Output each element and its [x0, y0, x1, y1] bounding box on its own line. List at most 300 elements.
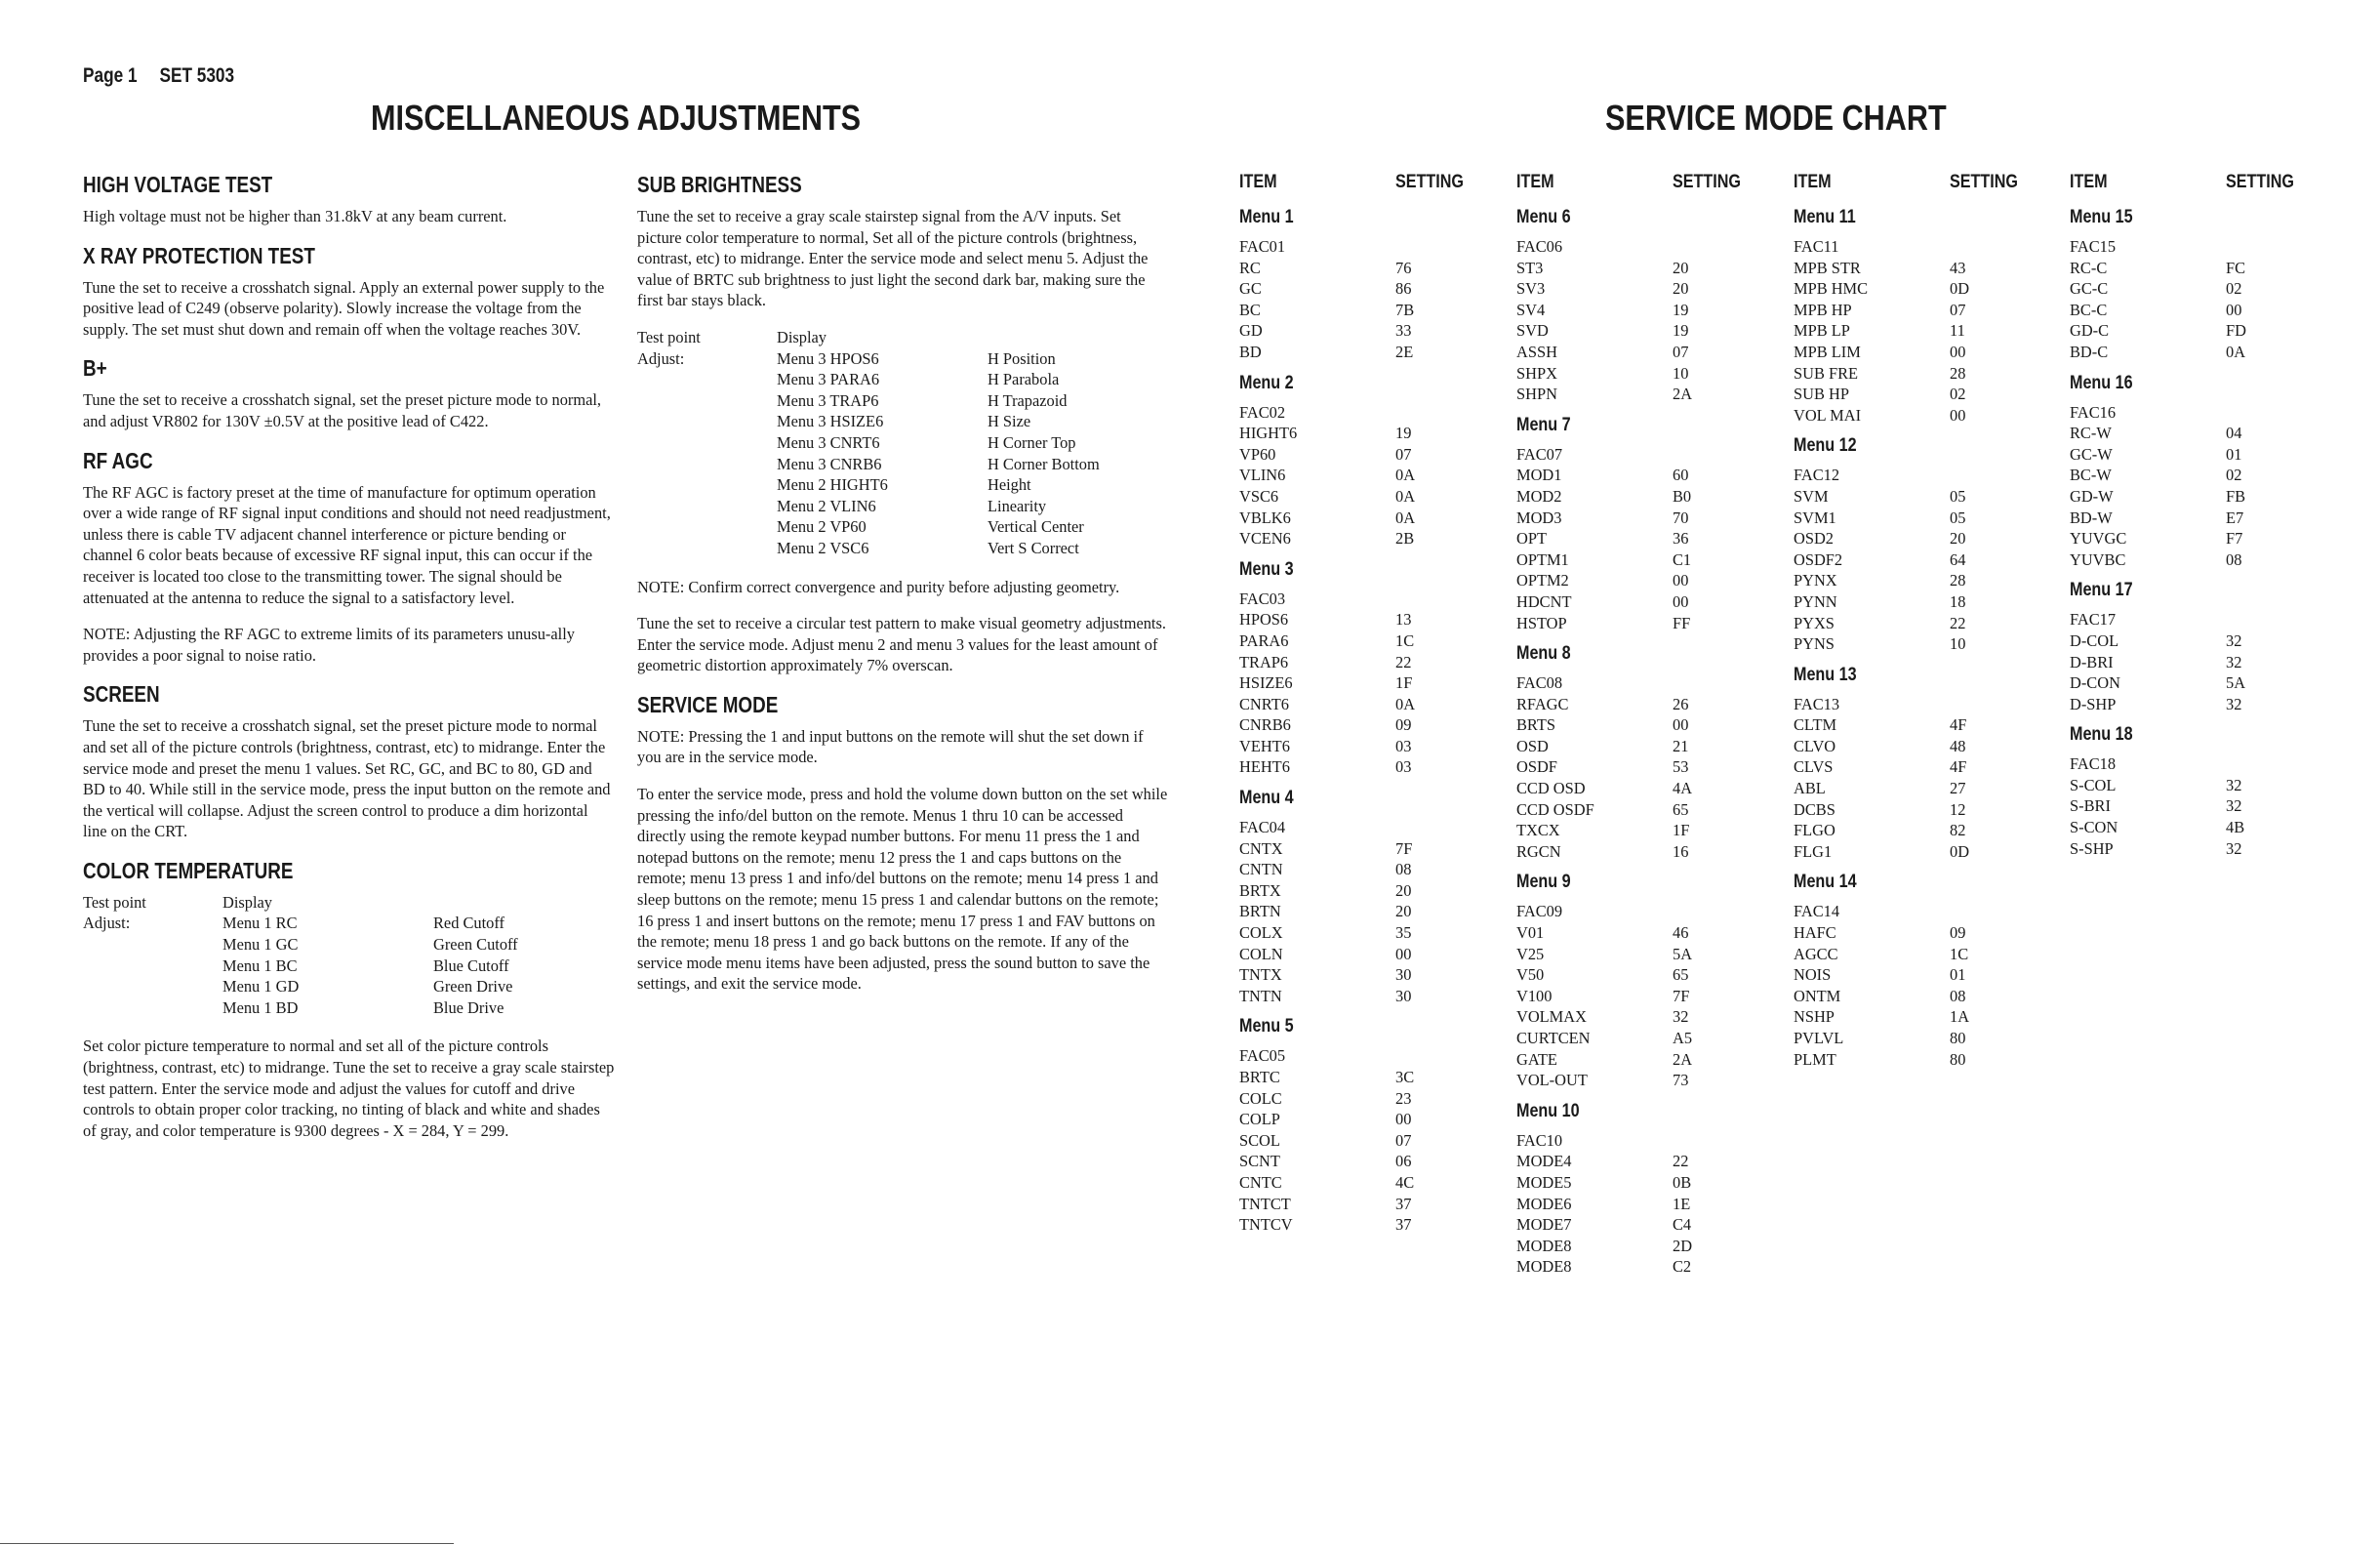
menu-item-name: NOIS — [1794, 965, 1832, 985]
menu-row — [1794, 1049, 2037, 1071]
service-chart-column-1 — [1239, 168, 1483, 1243]
menu-item-name: V01 — [1516, 923, 1545, 943]
menu-item-setting: 5A — [1673, 944, 1693, 963]
menu-item-name: OSDF — [1516, 757, 1557, 777]
menu-item-setting: 21 — [1673, 736, 1689, 755]
menu-row — [1794, 384, 2037, 405]
menu-item-name: GD-W — [2070, 486, 2114, 506]
adjust-menu: Menu 1 RC — [222, 914, 298, 933]
menu-row — [1239, 652, 1483, 673]
menu-item-setting: 37 — [1395, 1194, 1412, 1213]
menu-row — [1794, 236, 2037, 258]
menu-item-name: ABL — [1794, 779, 1826, 798]
menu-item-setting: 00 — [2226, 300, 2242, 319]
menu-item-setting: 35 — [1395, 923, 1412, 943]
menu-item-name: MOD1 — [1516, 466, 1562, 485]
menu-item-name: HIGHT6 — [1239, 424, 1298, 443]
menu-row — [1239, 838, 1483, 860]
section-title-service-mode: SERVICE MODE — [637, 691, 779, 717]
menu-row — [1239, 964, 1483, 986]
screen-text: Tune the set to receive a crosshatch signal, set the preset picture mode to normal and set all of the picture controls (brightness, contrast, etc) to midrange. Enter the service mode and preset the menu 1 values. Set RC, GC, and BC to 80, GD and BD to 40. While still in the service mode, press the input button on the remote and the vertical will collapse. Adjust the screen control to produce a dim horizontal line on the CRT. — [83, 716, 611, 841]
menu-item-name: BRTX — [1239, 880, 1281, 900]
menu-item-setting: 32 — [2226, 694, 2242, 713]
menu-row — [1239, 609, 1483, 630]
menu-item-setting: 20 — [1673, 279, 1689, 299]
menu-item-setting: 76 — [1395, 258, 1412, 277]
menu-item-name: FLG1 — [1794, 841, 1833, 861]
menu-row — [2070, 258, 2314, 279]
menu-item-setting: C1 — [1673, 549, 1692, 569]
menu-title: Menu 1 — [1239, 207, 1294, 227]
menu-item-name: GC — [1239, 279, 1262, 299]
menu-item-setting: 32 — [2226, 630, 2242, 650]
adjust-menu: Menu 2 VSC6 — [777, 538, 869, 557]
menu-row — [1239, 486, 1483, 508]
menu-row — [1794, 613, 2037, 634]
menu-block — [2070, 580, 2314, 714]
section-title-xray: X RAY PROTECTION TEST — [83, 242, 315, 268]
menu-row — [1516, 841, 1760, 863]
menu-row — [1239, 320, 1483, 342]
adjust-desc: H Parabola — [988, 370, 1060, 389]
menu-item-name: PYXS — [1794, 613, 1835, 632]
menu-row — [1794, 986, 2037, 1007]
menu-row — [1516, 799, 1760, 821]
menu-block — [1516, 207, 1760, 405]
menu-item-setting: 0D — [1950, 279, 1970, 299]
menu-item-setting: 20 — [1950, 529, 1966, 549]
menu-item-setting: 00 — [1673, 571, 1689, 590]
menu-item-name: D-BRI — [2070, 652, 2114, 671]
menu-block — [1239, 207, 1483, 363]
menu-row — [1794, 405, 2037, 427]
menu-item-setting: 1F — [1395, 673, 1413, 693]
menu-item-setting: B0 — [1673, 486, 1692, 506]
menu-row — [1516, 944, 1760, 965]
color-temp-adjust-table — [83, 892, 518, 1019]
menu-item-name: SVD — [1516, 321, 1549, 341]
menu-row — [1239, 630, 1483, 652]
section-title-color-temperature: COLOR TEMPERATURE — [83, 857, 294, 883]
menu-title: Menu 7 — [1516, 414, 1571, 435]
menu-row — [1239, 278, 1483, 300]
menu-item-name: OSDF2 — [1794, 549, 1843, 569]
sub-brightness-text: Tune the set to receive a gray scale stairstep signal from the A/V inputs. Set picture color temperature to normal, Set all of the picture controls (brightness, contrast, etc) to midrange. Enter the service mode and select menu 5. Adjust the value of BRTC sub brightness to just light the second dark bar, making sure the first bar stays black. — [637, 207, 1149, 310]
display-label: Display — [222, 892, 272, 912]
menu-row — [2070, 508, 2314, 529]
menu-item-setting: 1A — [1950, 1007, 1970, 1027]
menu-row — [1239, 444, 1483, 466]
menu-item-setting: 22 — [1395, 652, 1412, 671]
menu-item-name: SUB HP — [1794, 385, 1849, 404]
menu-item-setting: 0D — [1950, 841, 1970, 861]
menu-item-setting: 1C — [1950, 944, 1969, 963]
menu-item-name: FAC07 — [1516, 444, 1563, 464]
menu-row — [1516, 1130, 1760, 1152]
adjust-label: Adjust: — [637, 348, 685, 368]
menu-item-setting: 13 — [1395, 610, 1412, 630]
menu-item-name: FAC16 — [2070, 402, 2117, 422]
menu-item-setting: 08 — [1950, 986, 1966, 1005]
menu-item-name: HSTOP — [1516, 613, 1567, 632]
menu-item-setting: 7B — [1395, 300, 1415, 319]
menu-row — [1516, 613, 1760, 634]
menu-title: Menu 13 — [1794, 664, 1857, 685]
menu-item-name: GD — [1239, 321, 1263, 341]
menu-block — [1239, 788, 1483, 1006]
menu-row — [1239, 714, 1483, 736]
menu-row — [2070, 775, 2314, 796]
menu-item-name: BRTS — [1516, 715, 1556, 735]
menu-title: Menu 9 — [1516, 872, 1571, 893]
adjust-menu: Menu 3 CNRT6 — [777, 432, 880, 452]
menu-row — [1516, 1172, 1760, 1194]
menu-item-name: RC-C — [2070, 258, 2108, 277]
menu-item-setting: 0A — [1395, 508, 1416, 527]
menu-item-setting: 07 — [1673, 342, 1689, 361]
menu-row — [1239, 589, 1483, 610]
menu-item-name: OPTM1 — [1516, 549, 1569, 569]
menu-item-name: MOD3 — [1516, 508, 1562, 527]
menu-row — [1239, 756, 1483, 778]
menu-item-name: VBLK6 — [1239, 508, 1291, 527]
menu-row — [1239, 859, 1483, 880]
menu-item-name: COLN — [1239, 944, 1283, 963]
menu-row — [1239, 258, 1483, 279]
menu-item-name: TNTX — [1239, 965, 1282, 985]
menu-block — [1794, 872, 2037, 1070]
menu-row — [1794, 799, 2037, 821]
menu-item-name: MODE5 — [1516, 1172, 1572, 1192]
menu-item-name: COLC — [1239, 1088, 1282, 1108]
adjust-menu: Menu 3 CNRB6 — [777, 454, 882, 473]
menu-item-name: FAC15 — [2070, 237, 2117, 256]
menu-item-name: CNTX — [1239, 838, 1283, 858]
menu-item-name: HSIZE6 — [1239, 673, 1293, 693]
menu-row — [1794, 964, 2037, 986]
menu-item-setting: 82 — [1950, 821, 1966, 840]
menu-item-name: GC-C — [2070, 279, 2109, 299]
menu-row — [2070, 465, 2314, 486]
menu-item-setting: 80 — [1950, 1029, 1966, 1047]
menu-row — [1239, 1172, 1483, 1194]
menu-item-name: CCD OSD — [1516, 779, 1586, 798]
misc-column-right — [637, 168, 1169, 1010]
menu-title: Menu 14 — [1794, 872, 1857, 893]
menu-item-name: SV3 — [1516, 279, 1546, 299]
menu-item-name: PVLVL — [1794, 1029, 1844, 1047]
menu-item-name: PYNS — [1794, 634, 1835, 654]
menu-item-setting: 00 — [1395, 944, 1412, 963]
menu-item-name: ASSH — [1516, 342, 1557, 361]
menu-item-name: ST3 — [1516, 258, 1544, 277]
rf-agc-text: The RF AGC is factory preset at the time of manufacture for optimum operation over a wide range of RF signal input conditions and should not need readjustment, unless there is cable TV adjacent channel interference or picture bending or channel 6 color beats because of excessive RF signal input, this can occur if the receiver is located too close to the transmitting tower. The signal should be attenuated at the antenna to reduce the signal to a satisfactory level. — [83, 482, 611, 607]
menu-item-name: GD-C — [2070, 321, 2110, 341]
menu-row — [1516, 342, 1760, 363]
menu-row — [1516, 528, 1760, 549]
adjust-desc: Blue Drive — [433, 997, 504, 1017]
menu-row — [1239, 465, 1483, 486]
menu-item-name: CLVS — [1794, 757, 1834, 777]
menu-item-setting: 2A — [1673, 1049, 1693, 1069]
menu-row — [1516, 320, 1760, 342]
menu-item-setting: 06 — [1395, 1152, 1412, 1171]
menu-item-setting: 36 — [1673, 529, 1689, 549]
menu-item-setting: 64 — [1950, 549, 1966, 569]
menu-item-setting: 32 — [2226, 796, 2242, 816]
menu-item-setting: 1C — [1395, 630, 1415, 650]
menu-row — [1516, 384, 1760, 405]
service-chart-column-3 — [1794, 168, 2037, 1077]
menu-item-name: TNTCV — [1239, 1215, 1293, 1235]
menu-row — [1239, 508, 1483, 529]
menu-row — [1516, 549, 1760, 571]
menu-row — [1794, 465, 2037, 486]
menu-item-name: D-SHP — [2070, 694, 2117, 713]
menu-item-name: CURTCEN — [1516, 1029, 1591, 1047]
page-header — [83, 64, 234, 88]
menu-row — [1516, 1028, 1760, 1049]
menu-row — [1516, 964, 1760, 986]
menu-item-setting: 26 — [1673, 694, 1689, 713]
menu-item-setting: 19 — [1673, 300, 1689, 319]
menu-block — [1516, 643, 1760, 862]
menu-row — [1794, 756, 2037, 778]
menu-row — [1794, 363, 2037, 385]
adjust-desc: H Position — [988, 348, 1056, 368]
menu-row — [1516, 1070, 1760, 1091]
menu-row — [1239, 880, 1483, 902]
menu-item-setting: 02 — [2226, 279, 2242, 299]
menu-row — [1239, 672, 1483, 694]
menu-item-setting: 05 — [1950, 486, 1966, 506]
menu-item-setting: 32 — [2226, 775, 2242, 794]
menu-row — [1516, 486, 1760, 508]
menu-item-name: MODE8 — [1516, 1236, 1572, 1255]
adjust-menu: Menu 1 BD — [222, 997, 299, 1017]
menu-row — [1239, 1109, 1483, 1130]
menu-item-setting: 03 — [1395, 757, 1412, 777]
test-point-label: Test point — [83, 892, 146, 912]
setting-header: SETTING — [1673, 172, 1741, 192]
menu-item-setting: 28 — [1950, 571, 1966, 590]
rf-agc-note: NOTE: Adjusting the RF AGC to extreme limits of its parameters unusu-ally provides a poor signal to noise ratio. — [83, 625, 575, 665]
menu-item-setting: 33 — [1395, 321, 1412, 341]
menu-row — [1516, 922, 1760, 944]
menu-item-name: D-CON — [2070, 673, 2120, 693]
menu-item-name: FAC13 — [1794, 694, 1840, 713]
section-title-screen: SCREEN — [83, 681, 160, 708]
menu-title: Menu 17 — [2070, 580, 2133, 601]
menu-row — [1794, 278, 2037, 300]
menu-row — [1239, 402, 1483, 424]
menu-item-name: MPB HMC — [1794, 279, 1869, 299]
menu-row — [2070, 320, 2314, 342]
menu-item-setting: 10 — [1673, 363, 1689, 383]
menu-item-setting: 01 — [2226, 444, 2242, 464]
menu-row — [1516, 236, 1760, 258]
misc-column-left — [83, 168, 615, 1157]
menu-row — [1516, 278, 1760, 300]
menu-row — [1239, 1045, 1483, 1067]
menu-row — [1516, 736, 1760, 757]
menu-item-setting: 37 — [1395, 1215, 1412, 1235]
menu-row — [1239, 342, 1483, 363]
menu-item-name: V100 — [1516, 986, 1553, 1005]
menu-item-name: MPB HP — [1794, 300, 1852, 319]
menu-item-name: MODE6 — [1516, 1194, 1572, 1213]
menu-item-setting: 46 — [1673, 923, 1689, 943]
adjust-desc: Green Cutoff — [433, 935, 518, 955]
test-point-label: Test point — [637, 327, 701, 346]
menu-item-setting: 07 — [1950, 300, 1966, 319]
menu-row — [1516, 1049, 1760, 1071]
menu-row — [1516, 1214, 1760, 1236]
menu-item-name: BD-W — [2070, 508, 2113, 527]
menu-item-setting: 5A — [2226, 673, 2246, 693]
menu-item-name: RGCN — [1516, 841, 1561, 861]
menu-item-name: HPOS6 — [1239, 610, 1289, 630]
menu-block — [1794, 435, 2037, 654]
menu-item-name: YUVGC — [2070, 529, 2127, 549]
menu-item-name: COLX — [1239, 923, 1283, 943]
menu-item-name: FAC01 — [1239, 237, 1286, 256]
page-number: Page 1 — [83, 64, 138, 87]
menu-item-setting: C4 — [1673, 1215, 1692, 1235]
menu-item-name: GC-W — [2070, 444, 2113, 464]
menu-item-setting: 02 — [2226, 466, 2242, 485]
menu-item-setting: 03 — [1395, 736, 1412, 755]
menu-item-setting: 4A — [1673, 779, 1693, 798]
menu-item-setting: FB — [2226, 486, 2246, 506]
menu-item-name: TNTCT — [1239, 1194, 1291, 1213]
menu-row — [2070, 672, 2314, 694]
menu-row — [1794, 320, 2037, 342]
menu-item-name: FAC06 — [1516, 237, 1563, 256]
menu-row — [1516, 363, 1760, 385]
service-mode-note: NOTE: Pressing the 1 and input buttons on the remote will shut the set down if you are in the service mode. — [637, 726, 1144, 767]
menu-row — [1794, 633, 2037, 655]
menu-item-name: S-SHP — [2070, 838, 2114, 858]
menu-item-setting: 7F — [1673, 986, 1690, 1005]
menu-item-name: PYNN — [1794, 591, 1837, 611]
menu-item-name: CNTC — [1239, 1172, 1282, 1192]
menu-title: Menu 11 — [1794, 207, 1856, 227]
adjust-desc: Vert S Correct — [988, 538, 1079, 557]
menu-row — [1239, 901, 1483, 922]
menu-item-setting: 2D — [1673, 1236, 1693, 1255]
menu-item-name: HAFC — [1794, 923, 1836, 943]
menu-item-setting: 00 — [1673, 715, 1689, 735]
menu-item-setting: FD — [2226, 321, 2246, 341]
menu-block — [1516, 872, 1760, 1090]
menu-row — [1516, 1006, 1760, 1028]
menu-item-setting: 11 — [1950, 321, 1965, 341]
menu-item-name: MODE8 — [1516, 1257, 1572, 1277]
menu-item-name: FAC17 — [2070, 610, 2117, 630]
menu-row — [1794, 1028, 2037, 1049]
menu-item-name: S-COL — [2070, 775, 2117, 794]
menu-item-setting: FF — [1673, 613, 1691, 632]
adjust-menu: Menu 1 GD — [222, 977, 300, 996]
item-header: ITEM — [1516, 172, 1554, 192]
adjust-desc: H Size — [988, 412, 1031, 431]
menu-row — [2070, 652, 2314, 673]
menu-title: Menu 15 — [2070, 207, 2133, 227]
menu-item-setting: 07 — [1395, 1130, 1412, 1150]
service-mode-text: To enter the service mode, press and hold the volume down button on the set while pressing the info/del button on the remote. Menus 1 thru 10 can be accessed directly using the remote keypad number buttons. For menu 11 press the 1 and notepad buttons on the remote; menu 12 press the 1 and caps buttons on the remote; menu 13 press 1 and info/del buttons on the remote; menu 14 press 1 and sleep buttons on the remote; menu 15 press 1 and calendar buttons on the remote; 16 press 1 and insert buttons on the remote; menu 17 press 1 and FAV buttons on the remote; menu 18 press 1 and go back buttons on the remote. If any of the service mode menu items have been adjusted, press the sound button to save the settings, and exit the service mode. — [637, 785, 1168, 994]
menu-row — [2070, 342, 2314, 363]
menu-item-name: SHPX — [1516, 363, 1557, 383]
setting-header: SETTING — [1395, 172, 1464, 192]
menu-item-name: VOL MAI — [1794, 405, 1862, 425]
menu-item-name: DCBS — [1794, 799, 1835, 819]
menu-row — [1794, 528, 2037, 549]
menu-row — [1239, 944, 1483, 965]
menu-item-setting: 60 — [1673, 466, 1689, 485]
menu-item-name: VP60 — [1239, 444, 1276, 464]
adjust-menu: Menu 3 PARA6 — [777, 370, 880, 389]
menu-item-name: RFAGC — [1516, 694, 1569, 713]
menu-item-name: FAC08 — [1516, 673, 1563, 693]
xray-text: Tune the set to receive a crosshatch signal. Apply an external power supply to the positive lead of C249 (observe polarity). Slowly increase the voltage from the supply. The set must shut down and remain off when the voltage reaches 30V. — [83, 277, 605, 339]
menu-row — [1516, 1236, 1760, 1257]
menu-item-setting: 0A — [2226, 342, 2246, 361]
menu-item-setting: 27 — [1950, 779, 1966, 798]
menu-item-setting: 1F — [1673, 821, 1690, 840]
menu-item-name: MODE4 — [1516, 1152, 1572, 1171]
menu-row — [1516, 508, 1760, 529]
menu-item-setting: 30 — [1395, 986, 1412, 1005]
adjust-label: Adjust: — [83, 914, 131, 933]
item-header: ITEM — [1239, 172, 1277, 192]
menu-item-setting: 00 — [1673, 591, 1689, 611]
menu-row — [1516, 714, 1760, 736]
menu-item-setting: 16 — [1673, 841, 1689, 861]
menu-row — [1794, 714, 2037, 736]
adjust-desc: Green Drive — [433, 977, 513, 996]
menu-item-setting: 08 — [1395, 860, 1412, 879]
adjust-menu: Menu 2 VLIN6 — [777, 496, 876, 515]
menu-title: Menu 5 — [1239, 1016, 1294, 1037]
menu-item-name: FAC09 — [1516, 902, 1563, 921]
menu-row — [1239, 1194, 1483, 1215]
menu-item-name: OSD2 — [1794, 529, 1834, 549]
menu-row — [2070, 402, 2314, 424]
menu-item-name: BD — [1239, 342, 1262, 361]
menu-row — [1239, 1088, 1483, 1110]
section-title-bplus: B+ — [83, 355, 107, 382]
bplus-text: Tune the set to receive a crosshatch signal, set the preset picture mode to normal, and adjust VR802 for 130V ±0.5V at the positive lead of C422. — [83, 390, 602, 430]
menu-item-setting: 80 — [1950, 1049, 1966, 1069]
menu-item-name: V50 — [1516, 965, 1545, 985]
menu-item-name: FAC18 — [2070, 754, 2117, 774]
menu-row — [1516, 300, 1760, 321]
menu-item-setting: 32 — [1673, 1007, 1689, 1027]
menu-item-name: SVM — [1794, 486, 1829, 506]
chart-column-header — [1794, 168, 2037, 197]
menu-item-name: PLMT — [1794, 1049, 1836, 1069]
menu-row — [1794, 549, 2037, 571]
menu-row — [1516, 901, 1760, 922]
menu-item-name: VOL-OUT — [1516, 1071, 1588, 1090]
adjust-menu: Menu 3 HSIZE6 — [777, 412, 884, 431]
menu-row — [1794, 300, 2037, 321]
menu-row — [1239, 817, 1483, 838]
menu-item-setting: 53 — [1673, 757, 1689, 777]
adjust-desc: Height — [988, 475, 1031, 495]
menu-row — [2070, 236, 2314, 258]
